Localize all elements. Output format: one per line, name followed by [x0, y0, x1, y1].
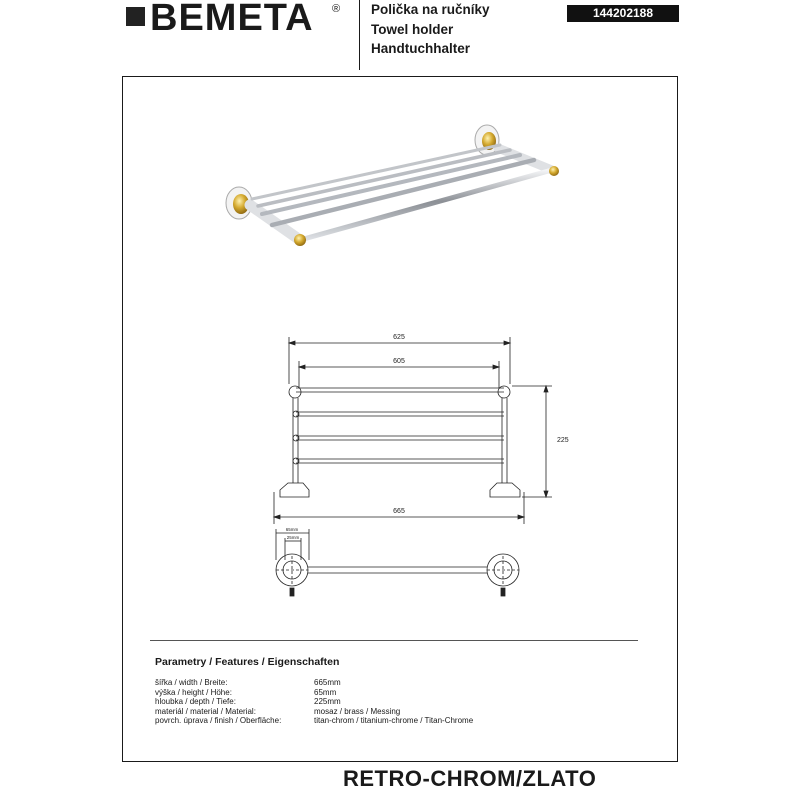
- param-key: výška / height / Höhe:: [155, 687, 232, 697]
- params-row: [155, 697, 473, 707]
- param-key: šířka / width / Breite:: [155, 678, 228, 687]
- front-view-drawing: [274, 337, 552, 524]
- dim-665-label: 665: [393, 508, 405, 515]
- product-code: 144202188: [567, 5, 679, 22]
- title-de: Handtuchhalter: [371, 41, 471, 56]
- registered-mark: ®: [332, 3, 341, 15]
- dim-65-label: 65mm: [285, 527, 299, 532]
- params-row: [155, 678, 473, 688]
- param-value: 225mm: [314, 697, 341, 706]
- top-view-drawing: [276, 529, 519, 596]
- params-row: [155, 716, 473, 726]
- params-table: [155, 678, 473, 726]
- dim-25-label: 25mm: [286, 535, 300, 540]
- dim-605-label: 605: [393, 358, 405, 365]
- params-row: [155, 688, 473, 698]
- product-line-name: RETRO-CHROM/ZLATO: [343, 766, 597, 791]
- product-photo: [226, 125, 559, 246]
- param-value: 665mm: [314, 678, 341, 687]
- params-row: [155, 707, 473, 717]
- title-cs: Polička na ručníky: [371, 2, 490, 17]
- param-key: materiál / material / Material:: [155, 706, 256, 716]
- param-value: titan-chrom / titanium-chrome / Titan-Chrome: [314, 716, 474, 725]
- brand-name: BEMETA: [150, 0, 314, 39]
- param-key: povrch. úprava / finish / Oberfläche:: [155, 716, 282, 725]
- title-en: Towel holder: [371, 21, 454, 37]
- param-key: hloubka / depth / Tiefe:: [155, 697, 236, 706]
- params-divider: [150, 640, 638, 641]
- dim-225-label: 225: [557, 437, 569, 444]
- params-title: Parametry / Features / Eigenschaften: [155, 656, 340, 668]
- dim-625-label: 625: [393, 334, 405, 341]
- param-value: mosaz / brass / Messing: [314, 706, 401, 716]
- param-value: 65mm: [314, 687, 337, 697]
